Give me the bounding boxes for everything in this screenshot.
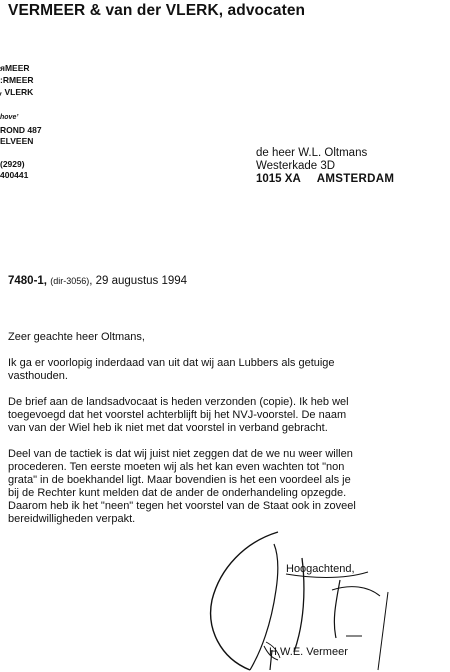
paragraph-3-line-1: Deel van de tactiek is dat wij juist niet zeggen dat de we nu weer willen (8, 448, 353, 460)
letter-date: , 29 augustus 1994 (89, 275, 188, 287)
reference-number: 7480-1, (8, 275, 48, 287)
paragraph-3-line-5: Daarom heb ik het "neen" tegen het voorstel van de Staat ook in zoveel (8, 500, 356, 512)
paragraph-1 (8, 357, 440, 383)
paragraph-3 (8, 448, 440, 526)
sidebar-address-line-1: ROND 487 (0, 125, 42, 135)
letterhead: VERMEER & van der VLERK, advocaten (8, 2, 306, 19)
reference-dir: (dir-3056) (50, 276, 90, 286)
sidebar-phone-2: 400441 (0, 170, 29, 180)
recipient-postcode: 1015 XA (256, 173, 301, 185)
reference-line (8, 275, 187, 287)
sidebar-name-3: ᵣ VLERK (0, 87, 34, 97)
recipient-address (256, 147, 394, 186)
sidebar-address-label: hove’ (0, 114, 19, 121)
signer-name: H.W.E. Vermeer (269, 646, 348, 658)
paragraph-2-line-2: toegevoegd dat het voorstel achterblijft bij het NVJ-voorstel. De naam (8, 409, 347, 421)
paragraph-3-line-3: grata" in de boekhandel ligt. Maar bovendien is het een voordeel als je (8, 474, 351, 486)
paragraph-3-line-6: bereidwilligheden verpakt. (8, 513, 136, 525)
sidebar-name-2: :RMEER (0, 75, 34, 85)
sidebar-phone-1: (2929) (0, 159, 25, 169)
paragraph-2-line-3: van van der Wiel heb ik niet met dat voorstel in verband gebracht. (8, 422, 328, 434)
recipient-city: AMSTERDAM (316, 173, 395, 185)
letter-body (8, 331, 440, 539)
recipient-postal-line (256, 173, 394, 186)
paragraph-1-line-1: Ik ga er voorlopig inderdaad van uit dat wij aan Lubbers als getuige (8, 357, 335, 369)
salutation: Zeer geachte heer Oltmans, (8, 331, 145, 343)
paragraph-1-line-2: vasthouden. (8, 370, 68, 382)
sidebar-address-line-2: ELVEEN (0, 136, 34, 146)
recipient-name: de heer W.L. Oltmans (256, 147, 368, 159)
paragraph-3-line-4: bij de Rechter kunt melden dat de ander de onderhandeling opzegde. (8, 487, 347, 499)
paragraph-3-line-2: procederen. Ten eerste moeten wij als het kan even wachten tot "non (8, 461, 345, 473)
sidebar-name-1: ᴙMEER (0, 63, 30, 73)
closing: Hoogachtend, (286, 563, 355, 575)
paragraph-2-line-1: De brief aan de landsadvocaat is heden verzonden (copie). Ik heb wel (8, 396, 349, 408)
recipient-street: Westerkade 3D (256, 160, 336, 172)
paragraph-2 (8, 396, 440, 435)
